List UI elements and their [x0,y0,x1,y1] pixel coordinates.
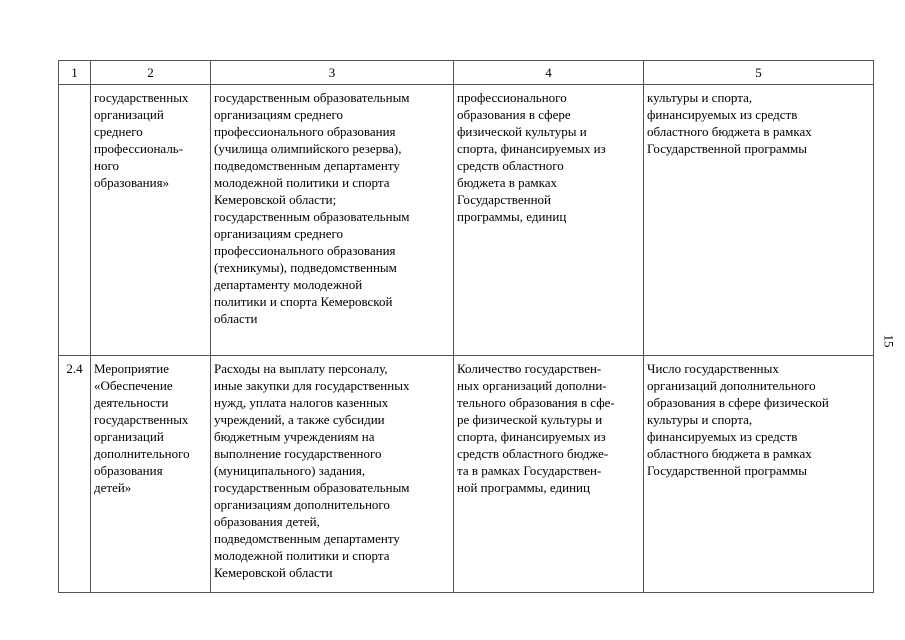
table-row [59,356,874,593]
table-row [59,85,874,356]
activity-name-cell: государственных организаций среднего профессиональ- ного образования» [91,85,211,356]
program-table [58,60,874,593]
header-cell-3: 3 [211,61,454,85]
row-number-cell [59,85,91,356]
table-header-row [59,61,874,85]
indicator-method-cell: культуры и спорта, финансируемых из средств областного бюджета в рамках Государственной программы [644,85,874,356]
indicator-cell: Количество государствен- ных организаций дополни- тельного образования в сфе- ре физической культуры и спорта, финансируемых из средств областного бюдже- та в рамках Государствен- ной программы, единиц [454,356,644,593]
indicator-method-cell: Число государственных организаций дополнительного образования в сфере физической культуры и спорта, финансируемых из средств областного бюджета в рамках Государственной программы [644,356,874,593]
header-cell-5: 5 [644,61,874,85]
indicator-cell: профессионального образования в сфере физической культуры и спорта, финансируемых из средств областного бюджета в рамках Государственной программы, единиц [454,85,644,356]
page-number: 15 [881,334,897,348]
header-cell-2: 2 [91,61,211,85]
expense-description-cell: Расходы на выплату персоналу, иные закупки для государственных нужд, уплата налогов казенных учреждений, а также субсидии бюджетным учреждениям на выполнение государственного (муниципального) задания, государственным образовательным организациям дополнительного образования детей, подведомственным департаменту молодежной политики и спорта Кемеровской области [211,356,454,593]
activity-name-cell: Мероприятие «Обеспечение деятельности государственных организаций дополнительного образования детей» [91,356,211,593]
expense-description-cell: государственным образовательным организациям среднего профессионального образования (училища олимпийского резерва), подведомственным департаменту молодежной политики и спорта Кемеровской области; государственным образовательным организациям среднего профессионального образования (техникумы), подведомственным департаменту молодежной политики и спорта Кемеровской области [211,85,454,356]
header-cell-4: 4 [454,61,644,85]
row-number-cell: 2.4 [59,356,91,593]
header-cell-1: 1 [59,61,91,85]
